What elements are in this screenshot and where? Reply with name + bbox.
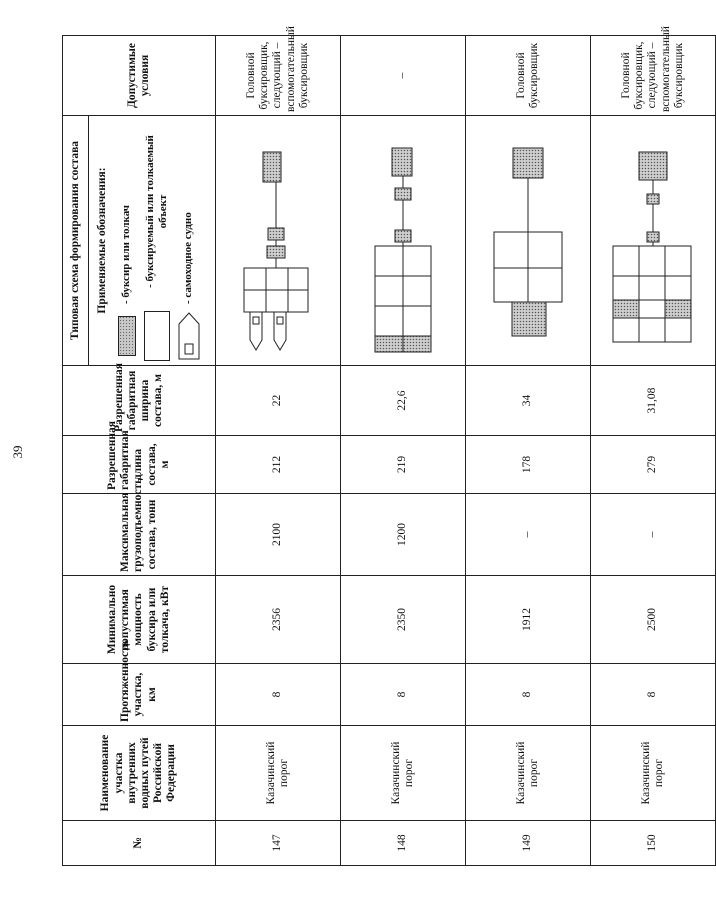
cell-max-width: 22 — [216, 366, 341, 436]
convoy-scheme-150 — [593, 114, 713, 362]
cell-length: 8 — [341, 664, 466, 726]
cell-conditions: Головной буксировщик, следующий – вспомогательный буксировщик — [216, 36, 341, 116]
cell-num: 148 — [341, 821, 466, 866]
rotated-table-container — [62, 26, 685, 866]
barge-symbol-icon — [144, 311, 170, 361]
cell-max-length: 178 — [466, 436, 591, 494]
header-max-width: Разрешенная габаритная ширина состава, м — [63, 366, 216, 436]
convoy-scheme-148 — [343, 114, 463, 362]
cell-max-width: 22,6 — [341, 366, 466, 436]
header-row — [63, 36, 89, 866]
cell-num: 149 — [466, 821, 591, 866]
legend-item-barge — [144, 119, 170, 362]
cell-conditions: Головной буксировщик, следующий – вспомогательный буксировщик — [591, 36, 716, 116]
header-capacity: Максимальная грузоподъемность состава, тонн — [63, 494, 216, 576]
legend-vessel-label: - самоходное судно — [182, 212, 195, 304]
header-conditions: Допустимые условия — [63, 36, 216, 116]
cell-name: Казачинский порог — [466, 726, 591, 821]
cell-max-width: 31,08 — [591, 366, 716, 436]
header-length: Протяженность участка, км — [63, 664, 216, 726]
convoy-scheme-147 — [218, 114, 338, 362]
cell-num: 147 — [216, 821, 341, 866]
cell-scheme — [341, 116, 466, 366]
convoy-table — [62, 26, 716, 866]
cell-capacity: 1200 — [341, 494, 466, 576]
cell-scheme — [591, 116, 716, 366]
cell-scheme — [216, 116, 341, 366]
cell-length: 8 — [466, 664, 591, 726]
cell-max-length: 279 — [591, 436, 716, 494]
convoy-scheme-149 — [468, 114, 588, 362]
header-power: Минимально допустимая мощность буксира или толкача, кВт — [63, 576, 216, 664]
cell-capacity: 2100 — [216, 494, 341, 576]
cell-length: 8 — [216, 664, 341, 726]
cell-max-length: 212 — [216, 436, 341, 494]
tug-symbol-icon — [118, 316, 136, 356]
legend-title: Применяемые обозначения: — [96, 167, 109, 314]
cell-power: 2350 — [341, 576, 466, 664]
table-row — [216, 36, 341, 866]
legend-item-vessel — [178, 119, 200, 362]
cell-max-width: 34 — [466, 366, 591, 436]
cell-capacity: – — [466, 494, 591, 576]
legend-item-tug — [118, 119, 136, 362]
table-row — [466, 36, 591, 866]
cell-capacity: – — [591, 494, 716, 576]
page-number: 39 — [10, 445, 25, 459]
header-scheme: Типовая схема формирования состава — [63, 116, 89, 366]
legend — [89, 116, 216, 366]
cell-power: 1912 — [466, 576, 591, 664]
self-propelled-vessel-icon — [178, 312, 200, 360]
cell-conditions: – — [341, 36, 466, 116]
cell-power: 2500 — [591, 576, 716, 664]
cell-scheme — [466, 116, 591, 366]
header-max-length: Разрешенная габаритная длина состава, м — [63, 436, 216, 494]
table-row — [591, 36, 716, 866]
legend-tug-label: - буксир или толкач — [120, 205, 133, 304]
cell-name: Казачинский порог — [591, 726, 716, 821]
cell-power: 2356 — [216, 576, 341, 664]
table-row — [341, 36, 466, 866]
legend-barge-label: - буксируемый или толкаемый объект — [143, 135, 169, 288]
header-name: Наименование участка внутренних водных путей Российской Федерации — [63, 726, 216, 821]
cell-conditions: Головной буксировщик — [466, 36, 591, 116]
header-num: № — [63, 821, 216, 866]
cell-max-length: 219 — [341, 436, 466, 494]
cell-name: Казачинский порог — [341, 726, 466, 821]
cell-name: Казачинский порог — [216, 726, 341, 821]
cell-length: 8 — [591, 664, 716, 726]
cell-num: 150 — [591, 821, 716, 866]
